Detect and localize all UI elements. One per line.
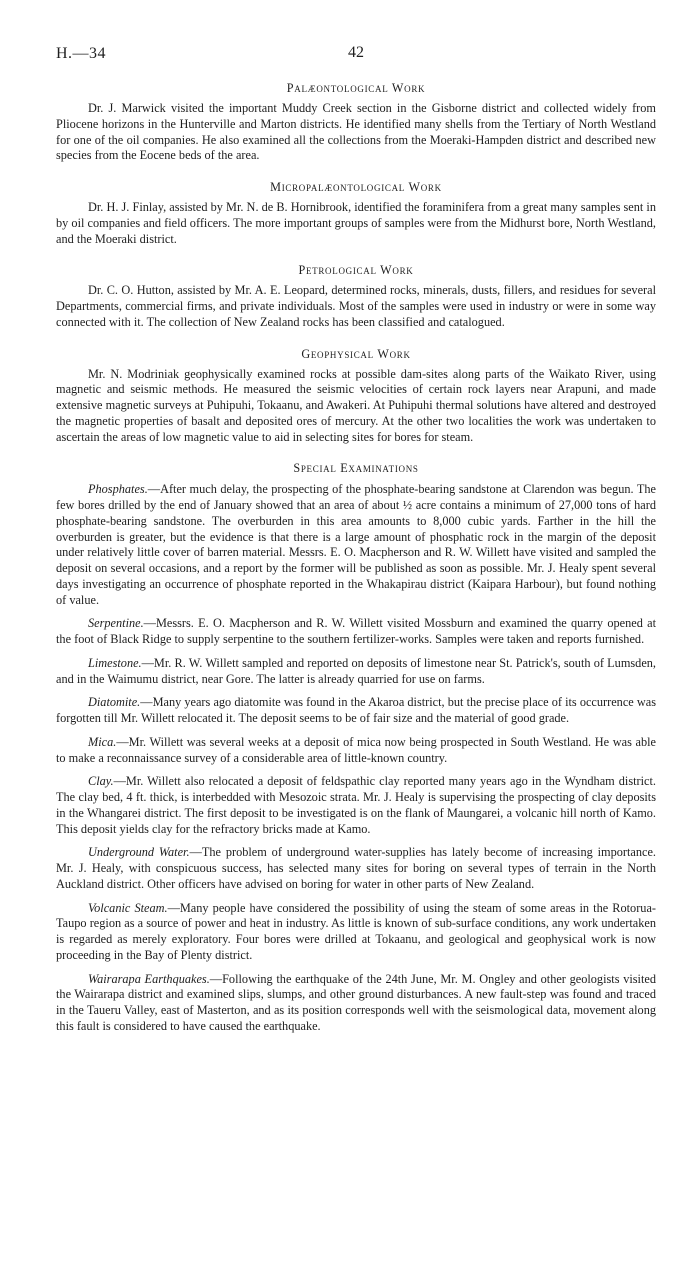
paragraph-underground-water xyxy=(56,845,656,892)
section-paragraph: Mr. N. Modriniak geophysically examined rocks at possible dam-sites along parts of the Waikato River, using magnetic and seismic methods. He measured the seismic velocities of certain rock layers near Arapuni, and made extensive magnetic surveys at Puhipuhi, Tokaanu, and Awakeri. At Puhipuhi thermal solutions have altered and destroyed the magnetic properties of basalt and deposited ores of mercury. At the other two localities the work was undertaken to ascertain the areas of low magnetic value to aid in selecting sites for bores for steam. xyxy=(56,366,656,444)
paragraph-lead: Wairarapa Earthquakes. xyxy=(88,971,210,986)
paragraph-body: —Mr. Willett also relocated a deposit of feldspathic clay reported many years ago in the Wyndham district. The clay bed, 4 ft. thick, is interbedded with Mesozoic strata. Mr. J. Healy is supervising the prospecting of clay deposits in the Whangarei district. The first deposit to be investigated is on the flank of Maungarei, a volcanic hill north of Kamo. This deposit yields clay for the refractory bricks made at Kamo. xyxy=(56,774,656,836)
paragraph-body: —Messrs. E. O. Macpherson and R. W. Willett visited Mossburn and examined the quarry opened at the foot of Black Ridge to supply serpentine to the southern fertilizer-works. Samples were taken and reports furnished. xyxy=(56,616,656,646)
paragraph-limestone xyxy=(56,656,656,688)
paragraph-clay xyxy=(56,774,656,837)
paragraph-diatomite xyxy=(56,695,656,727)
paragraph-mica xyxy=(56,735,656,767)
paragraph-body: —Many years ago diatomite was found in the Akaroa district, but the precise place of its occurrence was forgotten till Mr. Willett relocated it. The deposit seems to be of fair size and the material of good grade. xyxy=(56,695,656,725)
paragraph-phosphates xyxy=(56,482,656,608)
section-special-examinations xyxy=(56,461,656,1034)
section-petrological xyxy=(56,263,656,330)
paragraph-body: —Many people have considered the possibility of using the steam of some areas in the Rotorua-Taupo region as a source of power and heat in industry. As little is known of sub-surface conditions, any work undertaken is regarded as merely exploratory. Four bores were drilled at Tokaanu, and geological and geophysical work is now proceeding in the Bay of Plenty district. xyxy=(56,900,656,962)
section-heading: Micropalæontological Work xyxy=(270,180,442,194)
paragraph-lead: Serpentine. xyxy=(88,616,144,631)
paragraph-body: —Mr. Willett was several weeks at a deposit of mica now being prospected in South Westland. He was able to make a reconnaissance survey of a considerable area of little-known country. xyxy=(56,734,656,765)
section-heading: Special Examinations xyxy=(293,461,419,476)
section-heading: Palæontological Work xyxy=(286,81,426,95)
page-number: 42 xyxy=(348,44,364,61)
section-paragraph: Dr. C. O. Hutton, assisted by Mr. A. E. Leopard, determined rocks, minerals, dusts, fillers, and residues for several Departments, commercial firms, and private individuals. Most of the samples were used in industry or were in some way connected with it. The collection of New Zealand rocks has been classified and catalogued. xyxy=(56,283,656,329)
section-palaeontological xyxy=(56,81,656,164)
page-header xyxy=(56,0,656,72)
paragraph-lead: Diatomite. xyxy=(88,695,141,710)
paragraph-volcanic-steam xyxy=(56,901,656,964)
section-heading: Petrological Work xyxy=(298,263,414,278)
paragraph-serpentine xyxy=(56,616,656,648)
paragraph-lead: Phosphates. xyxy=(88,482,148,497)
section-paragraph: Dr. H. J. Finlay, assisted by Mr. N. de B. Hornibrook, identified the foraminifera from a great many samples sent in by oil companies and field officers. The more important groups of samples were from the Midhurst bore, North Westland, and the Moeraki district. xyxy=(56,200,656,246)
section-heading: Geophysical Work xyxy=(301,346,411,361)
paragraph-body: —Mr. R. W. Willett sampled and reported on deposits of limestone near St. Patrick's, south of Lumsden, and in the Waimumu district, near Gore. The latter is already quarried for use on farms. xyxy=(56,655,656,686)
paragraph-lead: Clay. xyxy=(88,774,114,789)
document-reference: H.—34 xyxy=(56,45,107,62)
paragraph-wairarapa-earthquakes xyxy=(56,972,656,1035)
paragraph-body: —The problem of underground water-supplies has lately become of increasing importance. Mr. J. Healy, with conspicuous success, has selected many sites for boring on several types of terrain in the North Auckland district. Other officers have advised on boring for water in other parts of New Zealand. xyxy=(56,845,657,891)
paragraph-body: —After much delay, the prospecting of the phosphate-bearing sandstone at Clarendon was begun. The few bores drilled by the end of January showed that an area of about ½ acre contains a minimum of 27,000 tons of hard phosphate-bearing sandstone. The overburden in this area amounts to 8,000 cubic yards. Farther in the hill the overburden is greater, but the evidence is that there is a large amount of phosphatic rock in the margin of the deposit under relatively little cover of barren material. Messrs. E. O. Macpherson and R. W. Willett have visited and sampled the deposit on several occasions, and a report by the former will be published as soon as possible. Mr. J. Healy spent several days investigating an occurrence of phosphate reported in the Whakapirau district (Kaipara Harbour), but found nothing of value. xyxy=(56,482,656,607)
section-micropalaeontological xyxy=(56,180,656,247)
paragraph-lead: Volcanic Steam. xyxy=(88,900,168,915)
paragraph-lead: Mica. xyxy=(88,734,117,749)
section-paragraph: Dr. J. Marwick visited the important Muddy Creek section in the Gisborne district and collected widely from Pliocene horizons in the Hunterville and Marton districts. He identified many shells from the Tertiary of North Westland for one of the oil companies. He also examined all the collections from the Moeraki-Hampden district and described new species from the Eocene beds of the area. xyxy=(56,101,656,163)
paragraph-body: —Following the earthquake of the 24th June, Mr. M. Ongley and other geologists visited the Wairarapa district and examined slips, slumps, and other ground disturbances. A new fault-step was found and traced in the Taueru Valley, east of Masterton, and as its position corresponds well with the seismological data, movement along this fault is considered to have caused the earthquake. xyxy=(56,971,656,1033)
section-geophysical xyxy=(56,347,656,446)
paragraph-lead: Limestone. xyxy=(88,655,142,670)
paragraph-lead: Underground Water. xyxy=(88,845,190,860)
